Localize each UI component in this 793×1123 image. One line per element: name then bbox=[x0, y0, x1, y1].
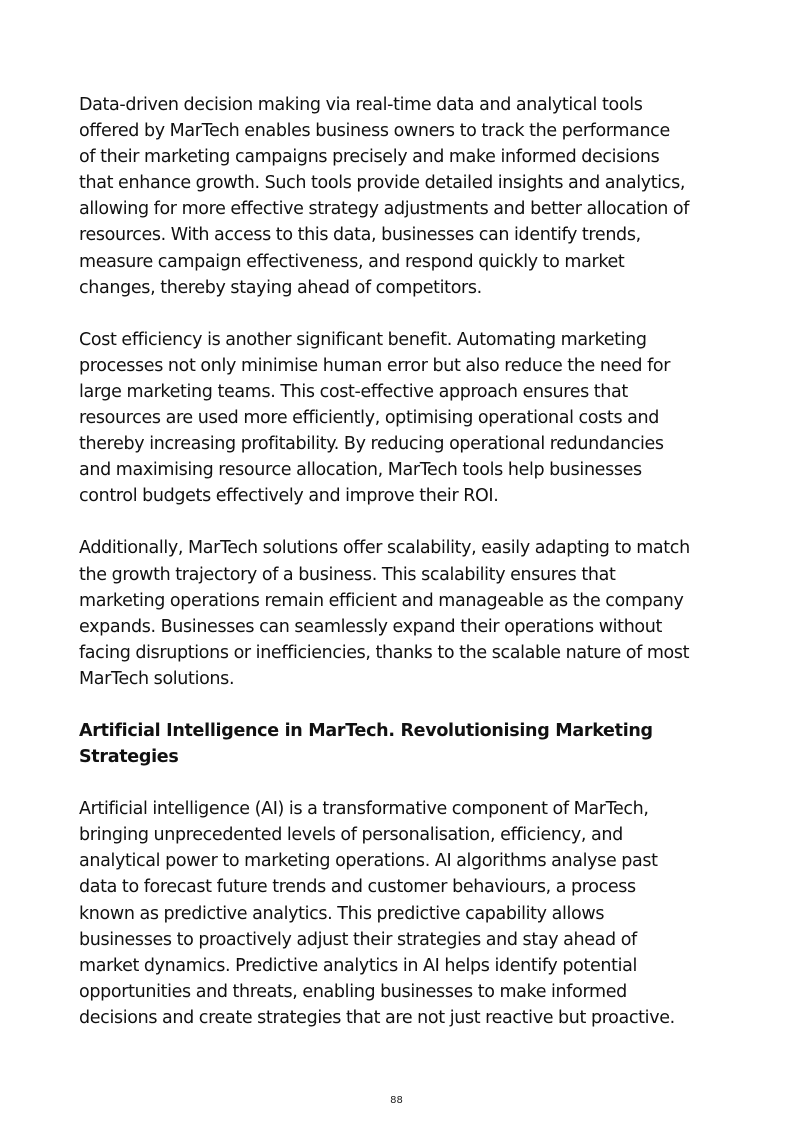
paragraph-artificial-intelligence: Artificial intelligence (AI) is a transformative component of MarTech, bringing unprecedented levels of personalisation, efficiency, and analytical power to marketing operations. AI algorithms analyse past data to forecast future trends and customer behaviours, a process known as predictive analytics. This predictive capability allows businesses to proactively adjust their strategies and stay ahead of market dynamics. Predictive analytics in AI helps identify potential opportunities and threats, enabling businesses to make informed decisions and create strategies that are not just reactive but proactive. bbox=[79, 799, 675, 1028]
document-body bbox=[79, 92, 719, 1031]
paragraph-scalability: Additionally, MarTech solutions offer scalability, easily adapting to match the growth trajectory of a business. This scalability ensures that marketing operations remain efficient and manageable as the company expands. Businesses can seamlessly expand their operations without facing disruptions or inefficiencies, thanks to the scalable nature of most MarTech solutions. bbox=[79, 538, 690, 689]
paragraph-cost-efficiency: Cost efficiency is another significant benefit. Automating marketing processes not only minimise human error but also reduce the need for large marketing teams. This cost-effective approach ensures that resources are used more efficiently, optimising operational costs and thereby increasing profitability. By reducing operational redundancies and maximising resource allocation, MarTech tools help businesses control budgets effectively and improve their ROI. bbox=[79, 329, 671, 507]
paragraph-spacer bbox=[79, 770, 719, 796]
section-heading: Artificial Intelligence in MarTech. Revolutionising Marketing Strategies bbox=[79, 720, 653, 768]
page-number: 88 bbox=[390, 1095, 403, 1106]
paragraph-data-driven-decision-making: Data-driven decision making via real-time data and analytical tools offered by MarTech enables business owners to track the performance of their marketing campaigns precisely and make informed decisions that enhance growth. Such tools provide detailed insights and analytics, allowing for more effective strategy adjustments and better allocation of resources. With access to this data, businesses can identify trends, measure campaign effectiveness, and respond quickly to market changes, thereby staying ahead of competitors. bbox=[79, 95, 690, 298]
paragraph-spacer bbox=[79, 301, 719, 327]
paragraph-spacer bbox=[79, 692, 719, 718]
paragraph-spacer bbox=[79, 509, 719, 535]
